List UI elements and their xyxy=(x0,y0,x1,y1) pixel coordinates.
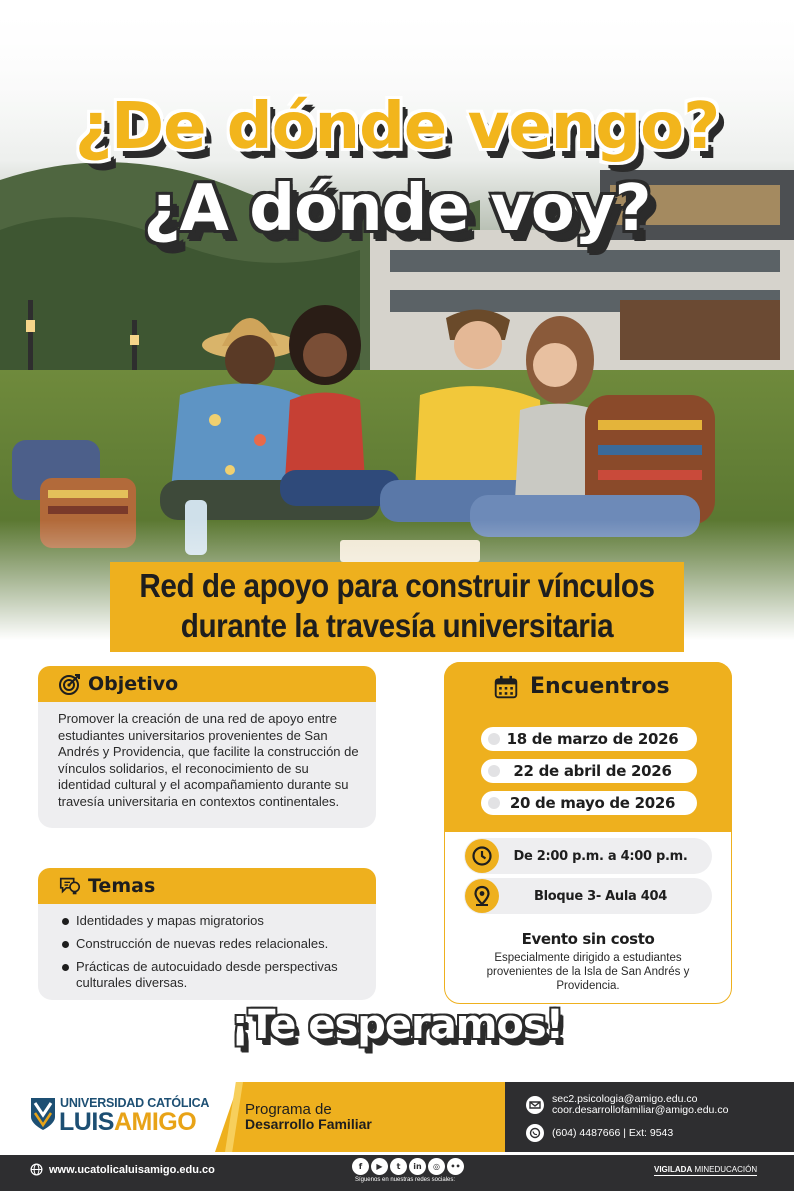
linkedin-icon[interactable]: in xyxy=(409,1158,426,1175)
instagram-icon[interactable]: ◎ xyxy=(428,1158,445,1175)
program-name: Desarrollo Familiar xyxy=(245,1116,372,1132)
facebook-icon[interactable]: f xyxy=(352,1158,369,1175)
subtitle-line-1: Red de apoyo para construir vínculos xyxy=(139,567,655,604)
temas-item: Identidades y mapas migratorios xyxy=(62,913,372,929)
email-1[interactable]: sec2.psicologia@amigo.edu.co xyxy=(552,1093,698,1105)
vigilada-mineducacion xyxy=(654,1165,757,1176)
flickr-icon[interactable]: •• xyxy=(447,1158,464,1175)
date-text: 22 de abril de 2026 xyxy=(513,762,672,780)
main-title-line-1: ¿De dónde vengo? xyxy=(74,90,720,164)
target-icon xyxy=(58,672,82,696)
phone-contact xyxy=(526,1124,673,1142)
phone-number[interactable]: (604) 4487666 | Ext: 9543 xyxy=(552,1126,674,1139)
globe-icon xyxy=(30,1163,43,1176)
website[interactable] xyxy=(30,1163,215,1176)
free-event-text: Especialmente dirigido a estudiantes provenientes de la Isla de San Andrés y Providencia. xyxy=(486,952,690,992)
closing-text: ¡Te esperamos! xyxy=(231,1002,563,1048)
whatsapp-icon xyxy=(526,1124,544,1142)
date-text: 20 de mayo de 2026 xyxy=(509,794,676,812)
date-bullet xyxy=(488,765,500,777)
twitter-icon[interactable]: t xyxy=(390,1158,407,1175)
time-pill xyxy=(464,838,712,874)
temas-header xyxy=(38,868,376,904)
date-bullet xyxy=(488,797,500,809)
date-pill-3 xyxy=(481,791,697,815)
email-icon xyxy=(526,1096,544,1114)
university-name-top: UNIVERSIDAD CATÓLICA xyxy=(60,1096,210,1110)
objetivo-text: Promover la creación de una red de apoyo entre estudiantes universitarios provenientes de San Andrés y Providencia, que facilite la construcción de vínculos solidarios, el reconocimiento de su identidad cultural y el acompañamiento durante su travesía universitaria en contextos continentales. xyxy=(58,711,359,809)
logo-amigo: AMIGO xyxy=(113,1108,197,1136)
social-icons xyxy=(352,1158,464,1175)
objetivo-heading: Objetivo xyxy=(88,673,179,695)
university-name xyxy=(59,1108,196,1137)
temas-list xyxy=(62,913,372,998)
vigilada-label: VIGILADA xyxy=(654,1165,693,1174)
social-caption: Síguenos en nuestras redes sociales: xyxy=(354,1177,456,1183)
idea-icon xyxy=(58,874,82,898)
free-event-title: Evento sin costo xyxy=(521,930,655,948)
university-shield-icon xyxy=(30,1097,56,1131)
clock-icon xyxy=(465,839,499,873)
temas-item: Prácticas de autocuidado desde perspectivas culturales diversas. xyxy=(62,959,372,991)
location-pin-icon xyxy=(465,879,499,913)
email-contact xyxy=(526,1094,728,1116)
date-bullet xyxy=(488,733,500,745)
calendar-icon xyxy=(494,675,518,699)
temas-heading: Temas xyxy=(88,875,156,897)
encuentros-title xyxy=(494,674,670,699)
place-text: Bloque 3- Aula 404 xyxy=(534,888,667,904)
encuentros-heading: Encuentros xyxy=(530,674,670,699)
temas-item: Construcción de nuevas redes relacionales. xyxy=(62,936,372,952)
date-text: 18 de marzo de 2026 xyxy=(506,730,679,748)
place-pill xyxy=(464,878,712,914)
date-pill-1 xyxy=(481,727,697,751)
website-url[interactable]: www.ucatolicaluisamigo.edu.co xyxy=(49,1163,215,1176)
youtube-icon[interactable]: ▶ xyxy=(371,1158,388,1175)
objetivo-header xyxy=(38,666,376,702)
email-2[interactable]: coor.desarrollofamiliar@amigo.edu.co xyxy=(552,1104,729,1116)
logo-luis: LUIS xyxy=(59,1108,114,1136)
main-title-line-2: ¿A dónde voy? xyxy=(143,172,651,246)
subtitle xyxy=(139,566,656,646)
program-label: Programa de xyxy=(245,1101,332,1118)
subtitle-line-2: durante la travesía universitaria xyxy=(180,607,614,644)
date-pill-2 xyxy=(481,759,697,783)
time-text: De 2:00 p.m. a 4:00 p.m. xyxy=(513,848,688,864)
mineducacion-label: MINEDUCACIÓN xyxy=(694,1165,758,1174)
